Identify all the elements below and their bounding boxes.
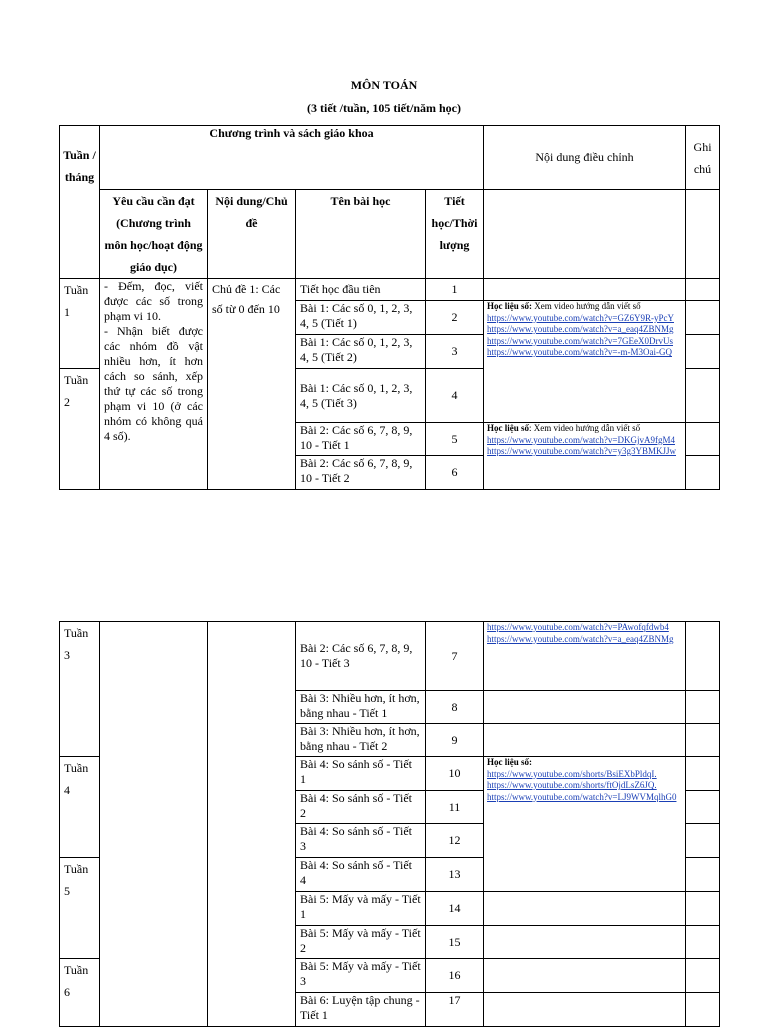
lesson-name: Bài 5: Mấy và mấy - Tiết 1 (296, 892, 426, 926)
lesson-name: Bài 4: So sánh số - Tiết 2 (296, 791, 426, 824)
lesson-period: 15 (426, 926, 484, 959)
resource-label: Học liệu số: (487, 757, 532, 767)
empty-cell (484, 926, 686, 959)
empty-cell (686, 959, 720, 993)
empty-cell (686, 858, 720, 892)
lesson-period: 14 (426, 892, 484, 926)
lesson-name: Bài 3: Nhiều hơn, ít hơn, bằng nhau - Tiết 1 (296, 691, 426, 724)
empty-cell (686, 926, 720, 959)
week-4: Tuần 4 (60, 757, 100, 858)
empty-cell (484, 959, 686, 993)
empty-cell (686, 335, 720, 369)
header-program: Chương trình và sách giáo khoa (100, 126, 484, 190)
lesson-name: Bài 1: Các số 0, 1, 2, 3, 4, 5 (Tiết 3) (296, 369, 426, 423)
lesson-name: Bài 4: So sánh số - Tiết 3 (296, 824, 426, 858)
lesson-period: 12 (426, 824, 484, 858)
lesson-period: 3 (426, 335, 484, 369)
week-5: Tuần 5 (60, 858, 100, 959)
lesson-name: Bài 1: Các số 0, 1, 2, 3, 4, 5 (Tiết 2) (296, 335, 426, 369)
curriculum-table-part-1 (59, 125, 720, 490)
requirement-text: - Đếm, đọc, viết được các số trong phạm vi 10. - Nhận biết được các nhóm đồ vật nhiều hơn, ít hơn cách so sánh, xếp thứ tự các số trong phạm vi 10 (ở các nhóm có không quá 4 số). (100, 279, 208, 490)
resource-link[interactable]: https://www.youtube.com/watch?v=-m-M3Oai-GQ (487, 347, 672, 357)
header-adjust: Nội dung điều chỉnh (484, 126, 686, 190)
page-subtitle: (3 tiết /tuần, 105 tiết/năm học) (307, 101, 461, 115)
curriculum-table-part-2 (59, 621, 720, 1027)
empty-cell (686, 301, 720, 335)
empty-cell (686, 892, 720, 926)
digital-resources-3 (484, 622, 686, 691)
lesson-period: 9 (426, 724, 484, 757)
header-week: Tuần / tháng (60, 126, 100, 279)
empty-cell (686, 757, 720, 791)
empty-cell (484, 279, 686, 301)
lesson-name: Bài 4: So sánh số - Tiết 4 (296, 858, 426, 892)
lesson-period: 10 (426, 757, 484, 791)
lesson-period: 1 (426, 279, 484, 301)
lesson-name: Bài 5: Mấy và mấy - Tiết 3 (296, 959, 426, 993)
lesson-name: Bài 2: Các số 6, 7, 8, 9, 10 - Tiết 3 (296, 622, 426, 691)
lesson-period: 2 (426, 301, 484, 335)
lesson-period: 6 (426, 456, 484, 490)
resource-label: Học liệu số (487, 423, 530, 433)
empty-cell (484, 190, 686, 279)
empty-cell (686, 791, 720, 824)
week-3: Tuần 3 (60, 622, 100, 757)
lesson-name: Tiết học đầu tiên (296, 279, 426, 301)
empty-cell (686, 279, 720, 301)
resource-link[interactable]: https://www.youtube.com/watch?v=GZ6Y9R-yPcY (487, 312, 674, 323)
resource-link[interactable]: https://www.youtube.com/shorts/BsiEXbPldqI. (487, 768, 657, 779)
resource-link[interactable]: https://www.youtube.com/watch?v=PAwofqfdwb4 (487, 622, 669, 632)
lesson-period: 17 (426, 993, 484, 1027)
lesson-name: Bài 2: Các số 6, 7, 8, 9, 10 - Tiết 1 (296, 423, 426, 456)
week-1: Tuần 1 (60, 279, 100, 369)
header-note: Ghi chú (686, 126, 720, 190)
header-requirement: Yêu cầu cần đạt (Chương trình môn học/hoạt động giáo dục) (100, 190, 208, 279)
topic-text: Chủ đề 1: Các số từ 0 đến 10 (208, 279, 296, 490)
digital-resources-4 (484, 757, 686, 892)
week-6: Tuần 6 (60, 959, 100, 1027)
empty-cell (484, 724, 686, 757)
week-2: Tuần 2 (60, 369, 100, 490)
resource-link[interactable]: https://www.youtube.com/watch?v=LJ9WVMqlhG0 (487, 791, 677, 802)
empty-cell (686, 622, 720, 691)
lesson-period: 8 (426, 691, 484, 724)
resource-link[interactable]: https://www.youtube.com/watch?v=7GEeX0DrvUs (487, 335, 673, 346)
empty-cell (686, 456, 720, 490)
resource-label: Học liệu số: (487, 301, 533, 311)
header-period: Tiết học/Thời lượng (426, 190, 484, 279)
empty-cell (686, 824, 720, 858)
lesson-period: 16 (426, 959, 484, 993)
empty-cell (686, 993, 720, 1027)
page-title: MÔN TOÁN (350, 78, 418, 92)
resource-text: Xem video hướng dẫn viết số (532, 301, 641, 311)
empty-cell (686, 724, 720, 757)
empty-cell (686, 369, 720, 423)
lesson-period: 11 (426, 791, 484, 824)
lesson-period: 4 (426, 369, 484, 423)
empty-cell (686, 190, 720, 279)
empty-cell (484, 691, 686, 724)
lesson-name: Bài 3: Nhiều hơn, ít hơn, bằng nhau - Tiết 2 (296, 724, 426, 757)
resource-text: : Xem video hướng dẫn viết số (529, 423, 641, 433)
lesson-name: Bài 1: Các số 0, 1, 2, 3, 4, 5 (Tiết 1) (296, 301, 426, 335)
digital-resources-2 (484, 423, 686, 490)
empty-cell (100, 622, 208, 1027)
resource-link[interactable]: https://www.youtube.com/watch?v=a_eaq4ZBNMg (487, 324, 674, 334)
resource-link[interactable]: https://www.youtube.com/shorts/ftOjdLsZ6JQ. (487, 780, 657, 790)
lesson-name: Bài 4: So sánh số - Tiết 1 (296, 757, 426, 791)
lesson-period: 5 (426, 423, 484, 456)
empty-cell (484, 993, 686, 1027)
lesson-name: Bài 2: Các số 6, 7, 8, 9, 10 - Tiết 2 (296, 456, 426, 490)
lesson-period: 7 (426, 622, 484, 691)
lesson-name: Bài 6: Luyện tập chung - Tiết 1 (296, 993, 426, 1027)
header-lesson: Tên bài học (296, 190, 426, 279)
empty-cell (208, 622, 296, 1027)
empty-cell (686, 691, 720, 724)
digital-resources-1 (484, 301, 686, 423)
lesson-name: Bài 5: Mấy và mấy - Tiết 2 (296, 926, 426, 959)
resource-link[interactable]: https://www.youtube.com/watch?v=a_eaq4ZBNMg (487, 633, 674, 644)
header-topic: Nội dung/Chủ đề (208, 190, 296, 279)
empty-cell (484, 892, 686, 926)
lesson-period: 13 (426, 858, 484, 892)
empty-cell (686, 423, 720, 456)
resource-link[interactable]: https://www.youtube.com/watch?v=y3g3YBMKJJw (487, 446, 677, 456)
resource-link[interactable]: https://www.youtube.com/watch?v=DKGjvA9fgM4 (487, 434, 675, 445)
